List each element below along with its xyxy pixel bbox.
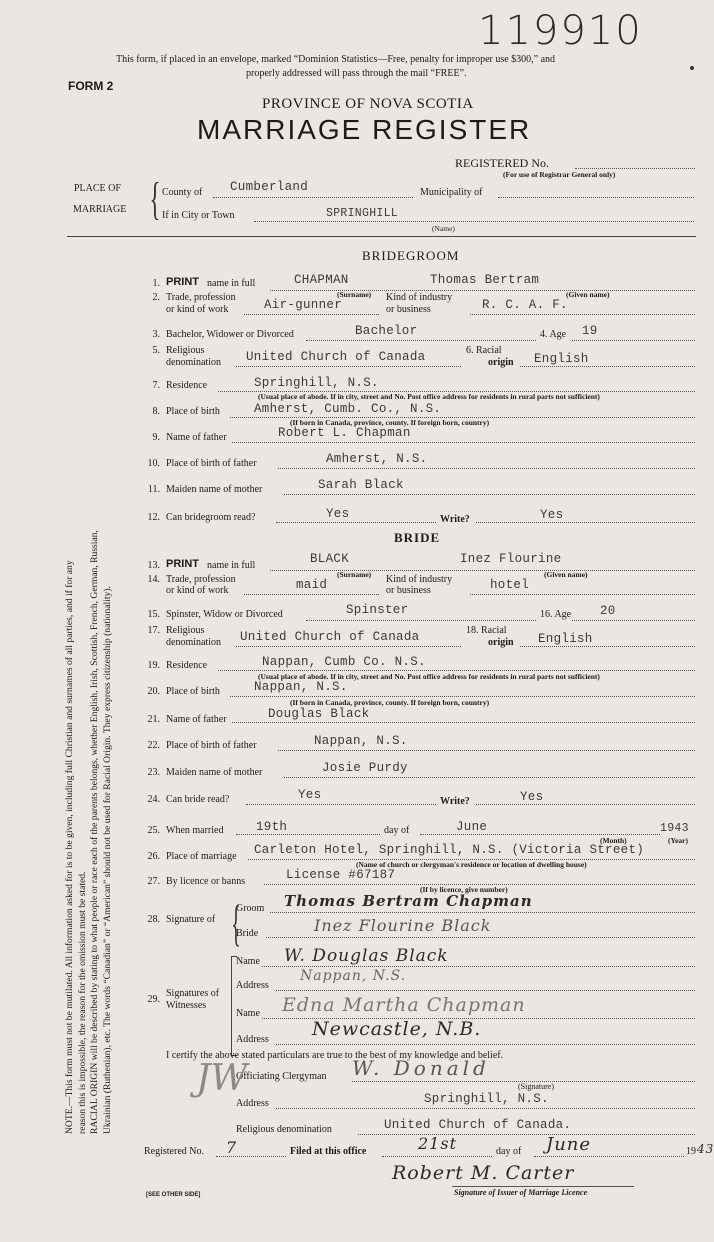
bride-religion-label-2: denomination <box>166 637 221 648</box>
num-3: 3. <box>152 329 160 340</box>
w2-address-line <box>276 1044 695 1045</box>
num-19: 19. <box>147 660 160 671</box>
municipality-line <box>498 197 694 198</box>
bride-mother-label: Maiden name of mother <box>166 767 263 778</box>
initials-mark: JW <box>196 1058 248 1099</box>
bride-birth-caption: (If born in Canada, province, county. If foreign born, country) <box>290 698 490 707</box>
witness-2-address: Newcastle, N.B. <box>312 1018 482 1040</box>
w2-address-label: Address <box>236 1034 269 1045</box>
groom-mother: Sarah Black <box>318 478 404 492</box>
mail-notice-line-1: This form, if placed in an envelope, marked “Dominion Statistics—Free, penalty for improper use $300,” and <box>116 54 556 65</box>
industry-label-2: or business <box>386 304 431 315</box>
bride-surname-caption: (Surname) <box>337 570 372 579</box>
county-value: Cumberland <box>230 180 309 194</box>
bride-print-label: PRINT <box>166 558 199 570</box>
municipality-label: Municipality of <box>420 187 483 198</box>
industry-label-1: Kind of industry <box>386 292 453 303</box>
clergy-address-label: Address <box>236 1098 269 1109</box>
num-12: 12. <box>147 512 160 523</box>
mother-label: Maiden name of mother <box>166 484 263 495</box>
bride-status-line <box>306 620 536 621</box>
filed-year-suffix: 43 <box>697 1142 714 1156</box>
groom-surname: CHAPMAN <box>294 273 349 287</box>
bridegroom-heading: BRIDEGROOM <box>362 248 460 263</box>
filed-month: June <box>546 1134 592 1155</box>
bride-status: Spinster <box>346 603 409 617</box>
side-note-line-2: reason this is impossible, the reason for the omission must be stated. <box>76 871 88 1134</box>
bride-birth: Nappan, N.S. <box>254 680 348 694</box>
bride-write: Yes <box>520 790 544 804</box>
read-label: Can bridegroom read? <box>166 512 256 523</box>
bride-write-line <box>476 804 695 805</box>
clergy-denomination: United Church of Canada. <box>384 1118 572 1132</box>
bride-father-birth: Nappan, N.S. <box>314 734 408 748</box>
religion-label-2: denomination <box>166 357 221 368</box>
bride-birth-label: Place of birth <box>166 686 220 697</box>
side-note-line-1: NOTE.—This form must not be mutilated. All information asked for is to be given, including full Christian and surnames of all parties, and if for any <box>64 560 75 1134</box>
place-of-marriage-label: Place of marriage <box>166 851 237 862</box>
witness-1-address: Nappan, N.S. <box>300 968 407 984</box>
married-day-line <box>236 834 380 835</box>
num-24: 24. <box>147 794 160 805</box>
num-2: 2. <box>152 292 160 303</box>
groom-birth: Amherst, Cumb. Co., N.S. <box>254 402 442 416</box>
footer-reg-line <box>216 1156 286 1157</box>
line-1 <box>270 290 695 291</box>
bride-religion-label-1: Religious <box>166 625 205 636</box>
filed-day: 21st <box>418 1134 457 1153</box>
denomination-label: Religious denomination <box>236 1124 332 1135</box>
bride-industry-label-2: or business <box>386 585 431 596</box>
issuer-caption: Signature of Issuer of Marriage Licence <box>454 1188 588 1197</box>
w1-address-line <box>276 990 695 991</box>
see-other-side: [SEE OTHER SIDE] <box>146 1192 201 1198</box>
bride-trade-label-1: Trade, profession <box>166 574 236 585</box>
bride-read-label: Can bride read? <box>166 794 230 805</box>
bride-sign-label: Bride <box>236 928 259 939</box>
married-month: June <box>456 820 488 834</box>
bride-status-label: Spinster, Widow or Divorced <box>166 609 283 620</box>
footer-registered-label: Registered No. <box>144 1146 204 1157</box>
marriage-place-caption: (Name of church or clergyman's residence or location of dwelling house) <box>356 860 587 869</box>
bride-industry-line <box>470 594 695 595</box>
racial-line <box>520 366 695 367</box>
groom-write: Yes <box>540 508 564 522</box>
write-label: Write? <box>440 514 470 525</box>
age-label: 4. Age <box>540 329 567 340</box>
licence-caption: (If by licence, give number) <box>420 885 508 894</box>
city-name-caption: (Name) <box>432 224 455 233</box>
groom-status: Bachelor <box>355 324 418 338</box>
trade-label-2: or kind of work <box>166 304 229 315</box>
num-22: 22. <box>147 740 160 751</box>
signature-brace: { <box>231 895 241 951</box>
bride-industry: hotel <box>490 578 530 592</box>
county-label: County of <box>162 187 203 198</box>
bride-religion: United Church of Canada <box>240 630 420 644</box>
bride-father-label: Name of father <box>166 714 227 725</box>
registered-label: REGISTERED No. <box>455 156 549 170</box>
birth-label: Place of birth <box>166 406 220 417</box>
clergy-address-line <box>276 1108 695 1109</box>
registered-line <box>575 168 695 169</box>
witness-label-2: Witnesses <box>166 1000 207 1011</box>
father-label: Name of father <box>166 432 227 443</box>
write-line <box>476 522 695 523</box>
bride-mother-line <box>284 777 695 778</box>
page-title: MARRIAGE REGISTER <box>197 114 532 145</box>
month-caption: (Month) <box>600 836 627 845</box>
num-5: 5. <box>152 345 160 356</box>
num-23: 23. <box>147 767 160 778</box>
birth-caption: (If born in Canada, province, county. If foreign born, country) <box>290 418 490 427</box>
licence-label: By licence or banns <box>166 876 246 887</box>
groom-given-name: Thomas Bertram <box>430 273 540 287</box>
groom-religion: United Church of Canada <box>246 350 426 364</box>
groom-father: Robert L. Chapman <box>278 426 411 440</box>
industry-line <box>470 314 695 315</box>
w1-name-line <box>262 966 695 967</box>
issuer-signature: Robert M. Carter <box>392 1162 575 1184</box>
bride-given-caption: (Given name) <box>544 570 588 579</box>
num-7: 7. <box>152 380 160 391</box>
religion-line <box>236 366 461 367</box>
mail-notice-line-2: properly addressed will pass through the mail “FREE”. <box>246 68 467 79</box>
num-20: 20. <box>147 686 160 697</box>
stamp-number: 119910 <box>478 8 643 54</box>
bride-signature: Inez Flourine Black <box>314 916 492 935</box>
groom-signature: Thomas Bertram Chapman <box>284 892 533 910</box>
num-9: 9. <box>152 432 160 443</box>
bride-heading: BRIDE <box>394 530 441 545</box>
married-year: 1943 <box>660 822 689 835</box>
form-label: FORM 2 <box>68 79 114 93</box>
status-label: Bachelor, Widower or Divorced <box>166 329 294 340</box>
groom-sign-label: Groom <box>236 903 265 914</box>
bride-racial-line <box>520 646 695 647</box>
bride-father-birth-label: Place of birth of father <box>166 740 257 751</box>
bride-trade-label-2: or kind of work <box>166 585 229 596</box>
bride-father-line <box>232 722 695 723</box>
father-birth-line <box>278 468 695 469</box>
when-label: When married <box>166 825 224 836</box>
trade-line <box>244 314 379 315</box>
bride-birth-line <box>230 696 695 697</box>
father-line <box>232 442 695 443</box>
groom-trade: Air-gunner <box>264 298 343 312</box>
filed-day-of-label: day of <box>496 1146 522 1157</box>
corner-dot <box>690 66 694 70</box>
issuer-line <box>452 1186 634 1187</box>
county-line <box>213 197 413 198</box>
trade-label-1: Trade, profession <box>166 292 236 303</box>
bride-racial-num: 18. Racial <box>466 625 507 636</box>
groom-industry: R. C. A. F. <box>482 298 568 312</box>
denomination-line <box>358 1134 695 1135</box>
surname-caption: (Surname) <box>337 290 372 299</box>
bride-industry-label-1: Kind of industry <box>386 574 453 585</box>
filed-day-line <box>382 1156 492 1157</box>
w1-name-label: Name <box>236 956 260 967</box>
w2-name-label: Name <box>236 1008 260 1019</box>
residence-caption: (Usual place of abode. If in city, street and No. Post office address for residents in rural parts not sufficient) <box>258 392 600 401</box>
bride-father: Douglas Black <box>268 707 370 721</box>
racial-num: 6. Racial <box>466 345 502 356</box>
num-15: 15. <box>147 609 160 620</box>
marriage-place: Carleton Hotel, Springhill, N.S. (Victoria Street) <box>254 843 645 857</box>
num-21: 21. <box>147 714 160 725</box>
bride-age-label: 16. Age <box>540 609 572 620</box>
filed-year-prefix: 19 <box>686 1146 696 1157</box>
bride-sign-line <box>266 937 695 938</box>
clergy-label: Officiating Clergyman <box>236 1071 327 1082</box>
bride-religion-line <box>236 646 461 647</box>
num-1: 1. <box>152 278 160 289</box>
bride-age-line <box>572 620 695 621</box>
bride-racial: English <box>538 632 593 646</box>
clergy-signature: W. Donald <box>352 1056 490 1080</box>
bride-residence-caption: (Usual place of abode. If in city, street and No. Post office address for residents in rural parts not sufficient) <box>258 672 600 681</box>
signature-of-label: Signature of <box>166 914 216 925</box>
certify-text: I certify the above stated particulars are true to the best of my knowledge and belief. <box>166 1050 504 1061</box>
num-26: 26. <box>147 851 160 862</box>
father-birth-label: Place of birth of father <box>166 458 257 469</box>
bride-residence-line <box>218 670 695 671</box>
num-28: 28. <box>147 914 160 925</box>
age-line <box>572 340 695 341</box>
num-27: 27. <box>147 876 160 887</box>
bride-father-birth-line <box>278 750 695 751</box>
filed-label: Filed at this office <box>290 1146 367 1157</box>
num-29: 29. <box>147 994 160 1005</box>
bride-residence: Nappan, Cumb Co. N.S. <box>262 655 426 669</box>
city-value: SPRINGHILL <box>326 207 399 220</box>
day-of-label: day of <box>384 825 410 836</box>
registered-note: (For use of Registrar General only) <box>503 170 616 179</box>
bride-trade: maid <box>296 578 328 592</box>
religion-label-1: Religious <box>166 345 205 356</box>
province-heading: PROVINCE OF NOVA SCOTIA <box>262 96 474 112</box>
groom-read: Yes <box>326 507 350 521</box>
bride-racial-label-2: origin <box>488 637 514 648</box>
side-note-line-3: RACIAL ORIGIN will be described by stating to what people or race each of the parents belongs, whether English, Irish, Scottish, French, German, Russian, <box>89 530 100 1134</box>
footer-registered-no: 7 <box>226 1138 238 1157</box>
place-label-1: PLACE OF <box>74 183 121 194</box>
status-line <box>306 340 536 341</box>
num-10: 10. <box>147 458 160 469</box>
signature-caption: (Signature) <box>518 1082 554 1091</box>
num-25: 25. <box>147 825 160 836</box>
name-full-label: name in full <box>207 278 256 289</box>
num-8: 8. <box>152 406 160 417</box>
read-line <box>276 522 436 523</box>
married-month-line <box>420 834 660 835</box>
witness-1-name: W. Douglas Black <box>284 946 449 966</box>
city-label: If in City or Town <box>162 210 235 221</box>
bride-residence-label: Residence <box>166 660 208 671</box>
bride-read: Yes <box>298 788 322 802</box>
bride-write-label: Write? <box>440 796 470 807</box>
year-caption: (Year) <box>668 836 688 845</box>
licence-value: License #67187 <box>286 868 396 882</box>
num-11: 11. <box>147 484 160 495</box>
bride-mother: Josie Purdy <box>322 761 408 775</box>
bride-trade-line <box>244 594 379 595</box>
print-label: PRINT <box>166 276 199 288</box>
residence-label: Residence <box>166 380 208 391</box>
groom-sign-line <box>270 912 695 913</box>
given-caption: (Given name) <box>566 290 610 299</box>
mother-line <box>284 494 695 495</box>
line-13 <box>270 570 695 571</box>
place-label-2: MARRIAGE <box>73 204 127 215</box>
num-17: 17. <box>147 625 160 636</box>
bride-name-full-label: name in full <box>207 560 256 571</box>
city-line <box>254 221 694 222</box>
w1-address-label: Address <box>236 980 269 991</box>
groom-residence: Springhill, N.S. <box>254 376 379 390</box>
side-note <box>64 314 114 1134</box>
side-note-line-4: Ukrainian (Ruthenian), etc. The words “Canadian” or “American” should not be used for Racial Origin. They express citizenship (nationality). <box>101 586 113 1134</box>
clergy-address: Springhill, N.S. <box>424 1092 549 1106</box>
bride-given-name: Inez Flourine <box>460 552 562 566</box>
num-14: 14. <box>147 574 160 585</box>
num-13: 13. <box>147 560 160 571</box>
filed-month-line <box>534 1156 684 1157</box>
groom-racial: English <box>534 352 589 366</box>
witness-label-1: Signatures of <box>166 988 220 999</box>
racial-label-2: origin <box>488 357 514 368</box>
bride-age: 20 <box>600 604 616 618</box>
place-brace: { <box>149 173 161 224</box>
bride-surname: BLACK <box>310 552 350 566</box>
groom-age: 19 <box>582 324 598 338</box>
married-day: 19th <box>256 820 288 834</box>
groom-father-birth: Amherst, N.S. <box>326 452 428 466</box>
witness-2-name: Edna Martha Chapman <box>282 994 526 1016</box>
divider <box>67 236 696 237</box>
bride-read-line <box>246 804 436 805</box>
